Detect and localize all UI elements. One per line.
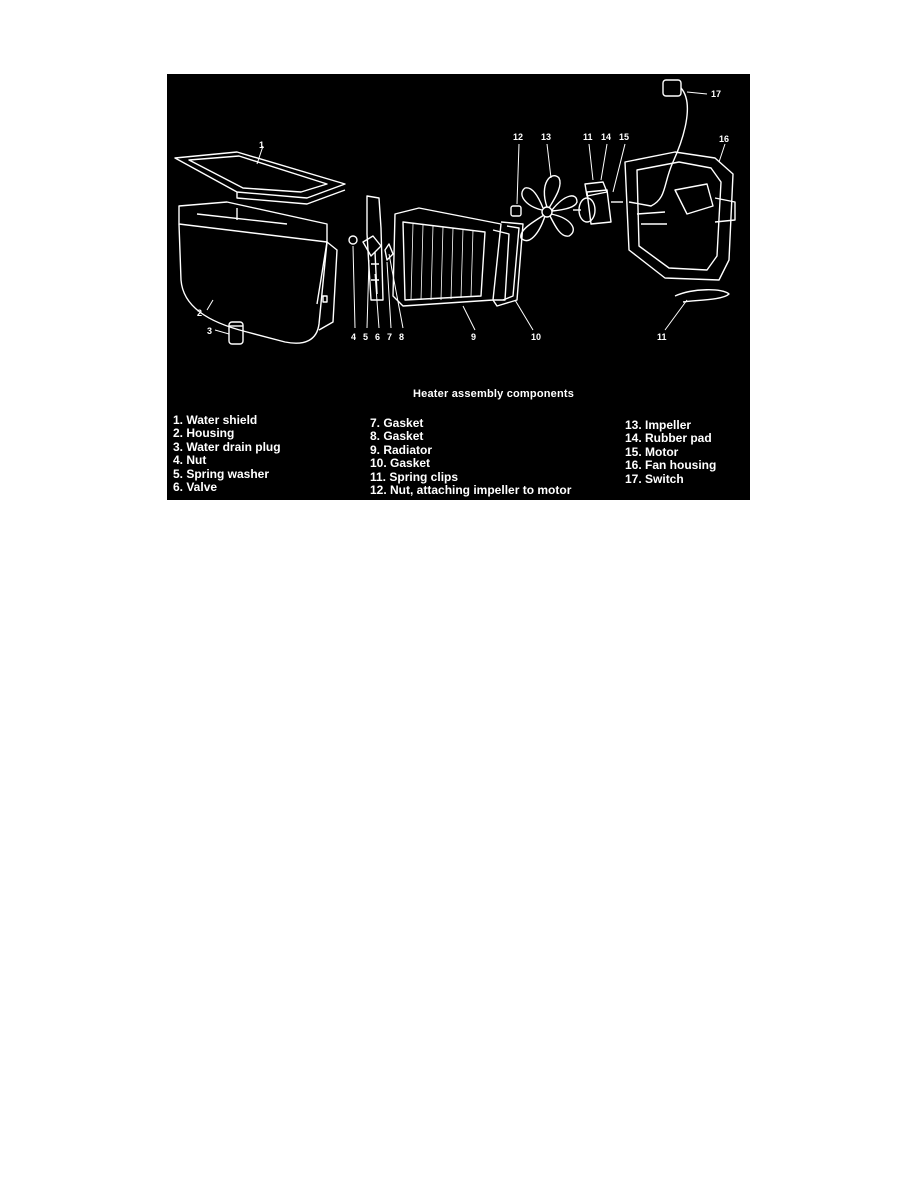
legend-item: 4. Nut	[173, 453, 207, 468]
legend-item: 13. Impeller	[625, 418, 692, 432]
valve-assembly-part	[349, 196, 393, 300]
legend-item: 2. Housing	[173, 426, 235, 441]
callout-15: 15	[619, 132, 630, 142]
legend-item: 10. Gasket	[370, 456, 431, 471]
impeller-part	[521, 176, 577, 241]
legend-item: 8. Gasket	[370, 429, 424, 444]
legend-item: 15. Motor	[625, 444, 679, 459]
callout-14: 14	[601, 132, 612, 142]
legend-item: 17. Switch	[625, 471, 684, 486]
water-shield-part	[175, 152, 345, 204]
legend-column-3	[625, 419, 716, 486]
figure-caption: Heater assembly components	[413, 388, 575, 400]
gasket-frame-part	[493, 222, 523, 306]
impeller-nut-part	[511, 206, 521, 216]
callout-7: 7	[387, 332, 393, 342]
callout-16: 16	[719, 134, 730, 144]
callout-1: 1	[259, 140, 265, 150]
callout-4: 4	[351, 332, 357, 342]
callout-3: 3	[207, 326, 213, 336]
callout-11-upper: 11	[583, 132, 593, 142]
motor-part	[573, 182, 623, 224]
legend-item: 5. Spring washer	[173, 466, 270, 481]
housing-part	[179, 202, 337, 343]
legend-item: 12. Nut, attaching impeller to motor	[370, 483, 572, 498]
heater-diagram-panel	[167, 74, 750, 500]
fan-housing-part	[625, 152, 735, 280]
legend-item: 11. Spring clips	[370, 469, 459, 484]
legend-item: 6. Valve	[173, 480, 218, 495]
callout-9: 9	[471, 332, 477, 342]
legend-column-1	[173, 414, 281, 494]
callout-2: 2	[197, 308, 203, 318]
callout-17: 17	[711, 89, 722, 99]
callout-6: 6	[375, 332, 381, 342]
callout-8: 8	[399, 332, 405, 342]
callout-13: 13	[541, 132, 552, 142]
legend-item: 7. Gasket	[370, 416, 424, 430]
callout-10: 10	[531, 332, 542, 342]
callout-5: 5	[363, 332, 369, 342]
legend-item: 9. Radiator	[370, 442, 433, 457]
radiator-part	[393, 208, 509, 306]
spring-clip-part	[675, 290, 729, 302]
legend-item: 1. Water shield	[173, 413, 258, 427]
legend-item: 3. Water drain plug	[173, 439, 281, 454]
legend-column-2	[370, 417, 571, 497]
callout-11-lower: 11	[657, 332, 667, 342]
callout-12: 12	[513, 132, 524, 142]
drain-plug-part	[229, 322, 243, 344]
legend-item: 16. Fan housing	[625, 458, 717, 473]
legend-item: 14. Rubber pad	[625, 431, 712, 446]
